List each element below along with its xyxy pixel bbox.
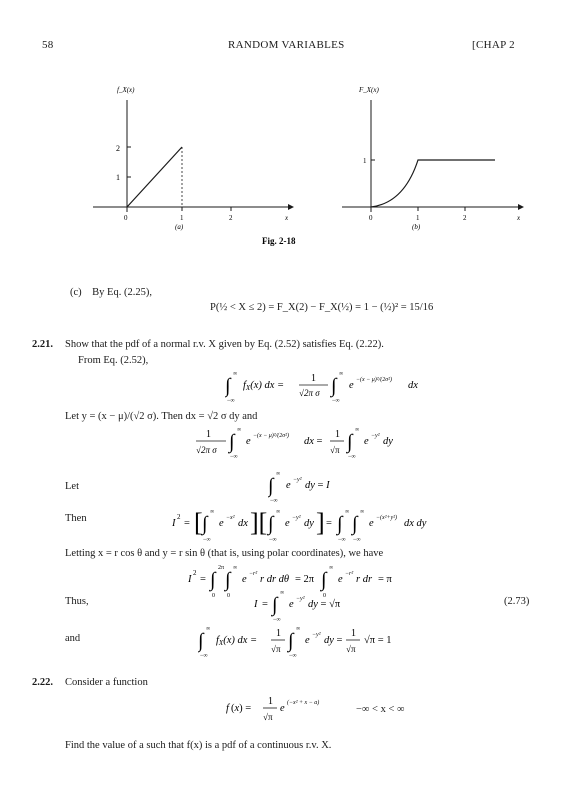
svg-text:√2π σ: √2π σ	[299, 388, 320, 398]
svg-text:]: ]	[316, 508, 325, 537]
svg-text:∞: ∞	[296, 626, 301, 632]
svg-text:−∞: −∞	[200, 653, 208, 659]
svg-text:∞: ∞	[276, 509, 281, 515]
svg-text:(x) =: (x) =	[231, 703, 252, 714]
a-xtick-label-2: 2	[229, 214, 233, 222]
svg-text:∞: ∞	[345, 509, 350, 515]
svg-text:dy: dy	[383, 436, 393, 447]
svg-text:r dr dθ: r dr dθ	[260, 574, 290, 585]
part-c-equation: P(½ < X ≤ 2) = F_X(2) − F_X(½) = 1 − (½)² = 15/16	[210, 302, 434, 313]
svg-text:√π = 1: √π = 1	[364, 635, 392, 646]
svg-text:∞: ∞	[280, 590, 285, 596]
svg-text:fX(x) dx =: fX(x) dx =	[243, 380, 285, 392]
svg-text:= 2π: = 2π	[295, 574, 315, 585]
svg-text:e: e	[364, 436, 369, 447]
from-eq-text: From Eq. (2.52),	[78, 355, 149, 366]
eq-I-squared	[172, 502, 442, 546]
svg-text:r dr: r dr	[356, 574, 373, 585]
svg-text:=: =	[200, 574, 206, 585]
svg-text:e: e	[349, 380, 354, 391]
page-number: 58	[42, 39, 54, 51]
svg-text:2: 2	[177, 513, 181, 521]
svg-text:2: 2	[193, 569, 197, 577]
eq-substitution	[196, 422, 426, 464]
thus-label: Thus,	[65, 596, 89, 607]
svg-text:[: [	[194, 508, 203, 537]
svg-text:−y²: −y²	[293, 477, 302, 483]
let-label: Let	[65, 481, 79, 492]
svg-text:∞: ∞	[276, 471, 281, 477]
svg-text:√π: √π	[263, 712, 273, 722]
svg-text:−∞: −∞	[348, 454, 356, 460]
svg-text:∞: ∞	[339, 371, 344, 377]
a-ylabel: f_X(x)	[117, 86, 135, 94]
part-c-label: (c)	[70, 287, 82, 298]
problem-2-22-number: 2.22.	[32, 677, 53, 688]
svg-text:=: =	[262, 599, 268, 610]
svg-text:∫: ∫	[225, 569, 231, 591]
eq-fx-integral	[225, 366, 435, 406]
svg-text:∞: ∞	[210, 509, 215, 515]
equation-number: (2.73)	[504, 596, 530, 607]
a-panel-label: (a)	[175, 223, 184, 231]
svg-text:I: I	[188, 574, 192, 585]
svg-text:=: =	[326, 518, 332, 529]
svg-text:dx dy: dx dy	[404, 518, 427, 529]
svg-text:−x²: −x²	[226, 515, 235, 521]
a-ytick-label-1: 1	[116, 173, 120, 182]
b-xtick-label-0: 0	[369, 214, 373, 222]
svg-text:e: e	[242, 574, 247, 585]
b-panel-label: (b)	[412, 223, 421, 231]
function-range: −∞ < x < ∞	[356, 704, 405, 715]
svg-text:e: e	[338, 574, 343, 585]
svg-text:∫: ∫	[331, 375, 337, 397]
svg-text:dy =: dy =	[324, 635, 343, 646]
svg-text:dy = I: dy = I	[305, 480, 330, 491]
svg-text:1: 1	[276, 628, 281, 639]
svg-text:dy: dy	[304, 518, 314, 529]
svg-text:−r²: −r²	[345, 571, 354, 577]
svg-text:−y²: −y²	[371, 433, 380, 439]
eq-and	[198, 621, 428, 663]
svg-text:e: e	[305, 635, 310, 646]
svg-text:∫: ∫	[272, 594, 278, 616]
svg-text:∫: ∫	[337, 513, 343, 535]
svg-text:1: 1	[311, 373, 316, 384]
svg-text:fX(x) dx =: fX(x) dx =	[216, 635, 258, 647]
a-ytick-label-2: 2	[116, 144, 120, 153]
eq-function	[226, 692, 336, 728]
svg-text:√2π σ: √2π σ	[196, 445, 217, 455]
b-ylabel: F_X(x)	[359, 86, 379, 94]
svg-text:−y²: −y²	[312, 632, 321, 638]
svg-text:(−x² + x − a): (−x² + x − a)	[287, 700, 320, 706]
svg-text:e: e	[280, 703, 285, 714]
svg-text:I: I	[254, 599, 258, 610]
svg-text:e: e	[219, 518, 224, 529]
svg-text:∞: ∞	[237, 427, 242, 433]
svg-text:∫: ∫	[198, 630, 204, 652]
b-xtick-label-2: 2	[463, 214, 467, 222]
svg-text:−∞: −∞	[289, 653, 297, 659]
svg-text:∫: ∫	[202, 513, 208, 535]
problem-2-22-question: Find the value of a such that f(x) is a pdf of a continuous r.v. X.	[65, 740, 332, 751]
svg-text:∫: ∫	[229, 431, 235, 453]
problem-2-22-statement: Consider a function	[65, 677, 148, 688]
svg-text:dx: dx	[238, 518, 248, 529]
svg-text:= π: = π	[378, 574, 392, 585]
figure-2-18	[0, 0, 569, 260]
svg-text:∫: ∫	[268, 513, 274, 535]
svg-text:][: ][	[250, 508, 268, 537]
svg-text:√π: √π	[271, 644, 281, 654]
then-label: Then	[65, 513, 87, 524]
svg-text:1: 1	[351, 628, 356, 639]
svg-text:−∞: −∞	[227, 398, 235, 404]
figure-caption: Fig. 2-18	[262, 236, 296, 246]
svg-text:0: 0	[323, 593, 326, 599]
eq-thus	[254, 585, 364, 625]
svg-text:∫: ∫	[288, 630, 294, 652]
svg-text:∞: ∞	[206, 626, 211, 632]
let-y-text: Let y = (x − μ)/(√2 σ). Then dx = √2 σ dy and	[65, 411, 258, 422]
svg-text:−∞: −∞	[353, 537, 361, 543]
chapter-label: [CHAP 2	[472, 39, 515, 51]
svg-text:dx: dx	[408, 380, 418, 391]
and-label: and	[65, 633, 81, 644]
svg-text:=: =	[184, 518, 190, 529]
part-c-text: By Eq. (2.25),	[92, 287, 152, 298]
svg-text:∫: ∫	[347, 431, 353, 453]
svg-text:∫: ∫	[268, 475, 274, 497]
svg-text:∞: ∞	[355, 427, 360, 433]
svg-text:e: e	[369, 518, 374, 529]
svg-text:1: 1	[206, 429, 211, 440]
svg-text:e: e	[285, 518, 290, 529]
svg-text:∫: ∫	[321, 569, 327, 591]
a-xtick-label-1: 1	[180, 214, 184, 222]
problem-2-21-statement: Show that the pdf of a normal r.v. X given by Eq. (2.52) satisfies Eq. (2.22).	[65, 339, 384, 350]
svg-text:1: 1	[335, 429, 340, 440]
problem-2-21-number: 2.21.	[32, 339, 53, 350]
figure-panel-a	[93, 86, 293, 231]
svg-text:−(x − μ)²/(2σ²): −(x − μ)²/(2σ²)	[356, 377, 392, 383]
a-xtick-label-0: 0	[124, 214, 128, 222]
svg-text:−y²: −y²	[296, 596, 305, 602]
svg-text:∫: ∫	[225, 375, 231, 397]
svg-text:2π: 2π	[218, 565, 225, 571]
svg-text:∞: ∞	[360, 509, 365, 515]
svg-text:∞: ∞	[329, 565, 334, 571]
figure-panel-b	[342, 86, 523, 231]
svg-text:dx =: dx =	[304, 436, 323, 447]
svg-text:−∞: −∞	[273, 617, 281, 623]
svg-text:−∞: −∞	[203, 537, 211, 543]
svg-text:−∞: −∞	[338, 537, 346, 543]
svg-text:e: e	[289, 599, 294, 610]
svg-text:I: I	[172, 518, 176, 529]
svg-text:e: e	[286, 480, 291, 491]
running-title: RANDOM VARIABLES	[228, 39, 345, 51]
svg-text:−∞: −∞	[332, 398, 340, 404]
b-cdf-curve	[371, 160, 495, 207]
svg-text:−y²: −y²	[292, 515, 301, 521]
svg-text:−(x − μ)²/(2σ²): −(x − μ)²/(2σ²)	[253, 433, 289, 439]
b-xtick-label-1: 1	[416, 214, 420, 222]
svg-text:−∞: −∞	[230, 454, 238, 460]
svg-text:−r²: −r²	[249, 571, 258, 577]
svg-text:∞: ∞	[233, 371, 238, 377]
a-pdf-line	[127, 147, 182, 207]
svg-text:0: 0	[212, 593, 215, 599]
svg-text:∫: ∫	[210, 569, 216, 591]
svg-text:dy = √π: dy = √π	[308, 599, 341, 610]
svg-text:−∞: −∞	[269, 537, 277, 543]
a-xlabel: x	[285, 214, 289, 222]
eq-let-I	[268, 466, 358, 506]
part-c-intro	[70, 287, 152, 298]
svg-text:−(x²+y²): −(x²+y²)	[376, 515, 398, 521]
svg-text:1: 1	[268, 696, 273, 707]
svg-text:∞: ∞	[233, 565, 238, 571]
svg-text:−∞: −∞	[270, 498, 278, 504]
svg-text:√π: √π	[330, 445, 340, 455]
svg-text:0: 0	[227, 593, 230, 599]
svg-text:∫: ∫	[352, 513, 358, 535]
svg-text:f: f	[226, 703, 229, 714]
svg-text:e: e	[246, 436, 251, 447]
svg-text:√π: √π	[346, 644, 356, 654]
polar-text: Letting x = r cos θ and y = r sin θ (that is, using polar coordinates), we have	[65, 548, 384, 559]
b-ytick-label-1: 1	[363, 157, 367, 165]
b-xlabel: x	[517, 214, 521, 222]
